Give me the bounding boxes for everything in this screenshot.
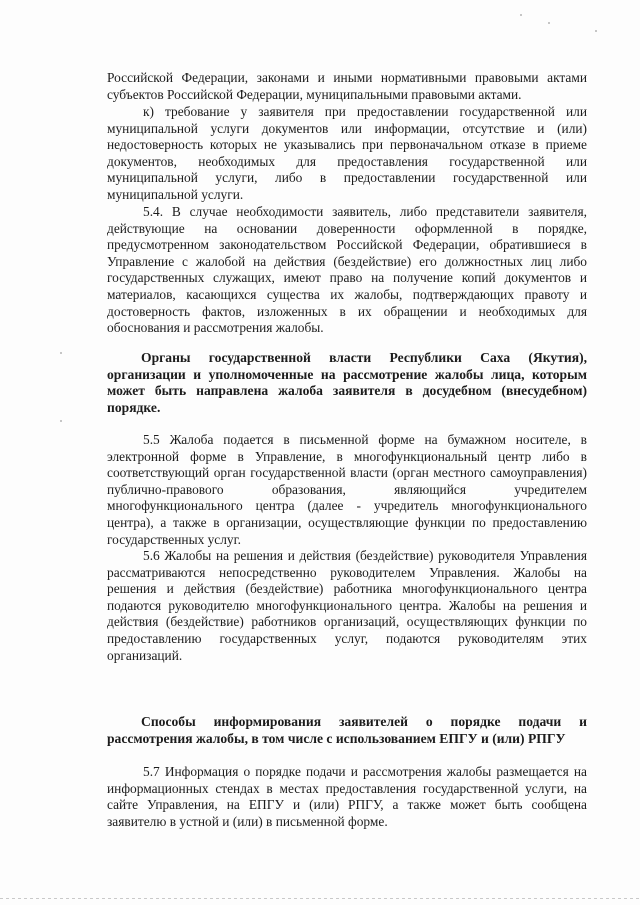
scan-speck (60, 420, 62, 422)
scan-speck (520, 14, 522, 16)
scan-speck (60, 352, 62, 354)
paragraph-5-7: 5.7 Информация о порядке подачи и рассмотрения жалобы размещается на информационных стендах в местах предоставления государственной услуги, на сайте Управления, на ЕПГУ и (или) РПГУ, а также может быть сообщена заявителю в устной и (или) в письменной форме. (107, 764, 587, 829)
paragraph-5-5: 5.5 Жалоба подается в письменной форме на бумажном носителе, в электронной форме в Управление, в многофункциональный центр либо в соответствующий орган государственной власти (орган местного самоуправления) публично-правового образования, являющийся учредителем многофункционального центра (далее - учредитель многофункционального центра), а также в организации, осуществляющие функции по предоставлению государственных услуг. (107, 432, 587, 547)
paragraph-5-6: 5.6 Жалобы на решения и действия (бездействие) руководителя Управления рассматриваются непосредственно руководителем Управления. Жалобы на решения и действия (бездействие) работника многофункционального центра подаются руководителю многофункционального центра. Жалобы на решения и действия (бездействие) работников организаций, осуществляющих функции по предоставлению государственных услуг, подаются руководителям этих организаций. (107, 548, 587, 663)
paragraph-intro: Российской Федерации, законами и иными нормативными правовыми актами субъектов Российской Федерации, муниципальными правовыми актами. (107, 70, 587, 102)
scan-speck (595, 30, 597, 32)
paragraph-k: к) требование у заявителя при предоставлении государственной или муниципальной услуги документов или информации, отсутствие и (или) недостоверность которых не указывались при первоначальном отказе в приеме документов, необходимых для предоставления государственной или муниципальной услуги, либо в предоставлении государственной или муниципальной услуги. (107, 104, 587, 202)
heading-organs: Органы государственной власти Республики Саха (Якутия), организации и уполномоченные на рассмотрение жалобы лица, которым может быть направлена жалоба заявителя в досудебном (внесудебном) порядке. (107, 350, 587, 415)
heading-methods: Способы информирования заявителей о порядке подачи и рассмотрения жалобы, в том числе с использованием ЕПГУ и (или) РПГУ (107, 714, 587, 746)
scan-bottom-edge (0, 898, 640, 899)
paragraph-5-4: 5.4. В случае необходимости заявитель, либо представители заявителя, действующие на основании доверенности оформленной в порядке, предусмотренном законодательством Российской Федерации, обратившиеся в Управление с жалобой на действия (бездействие) его должностных лиц либо государственных служащих, имеют право на получение копий документов и материалов, касающихся существа их жалобы, подтверждающих правоту и достоверность фактов, изложенных в их обращении и необходимых для обоснования и рассмотрения жалобы. (107, 204, 587, 336)
scan-speck (548, 22, 550, 24)
